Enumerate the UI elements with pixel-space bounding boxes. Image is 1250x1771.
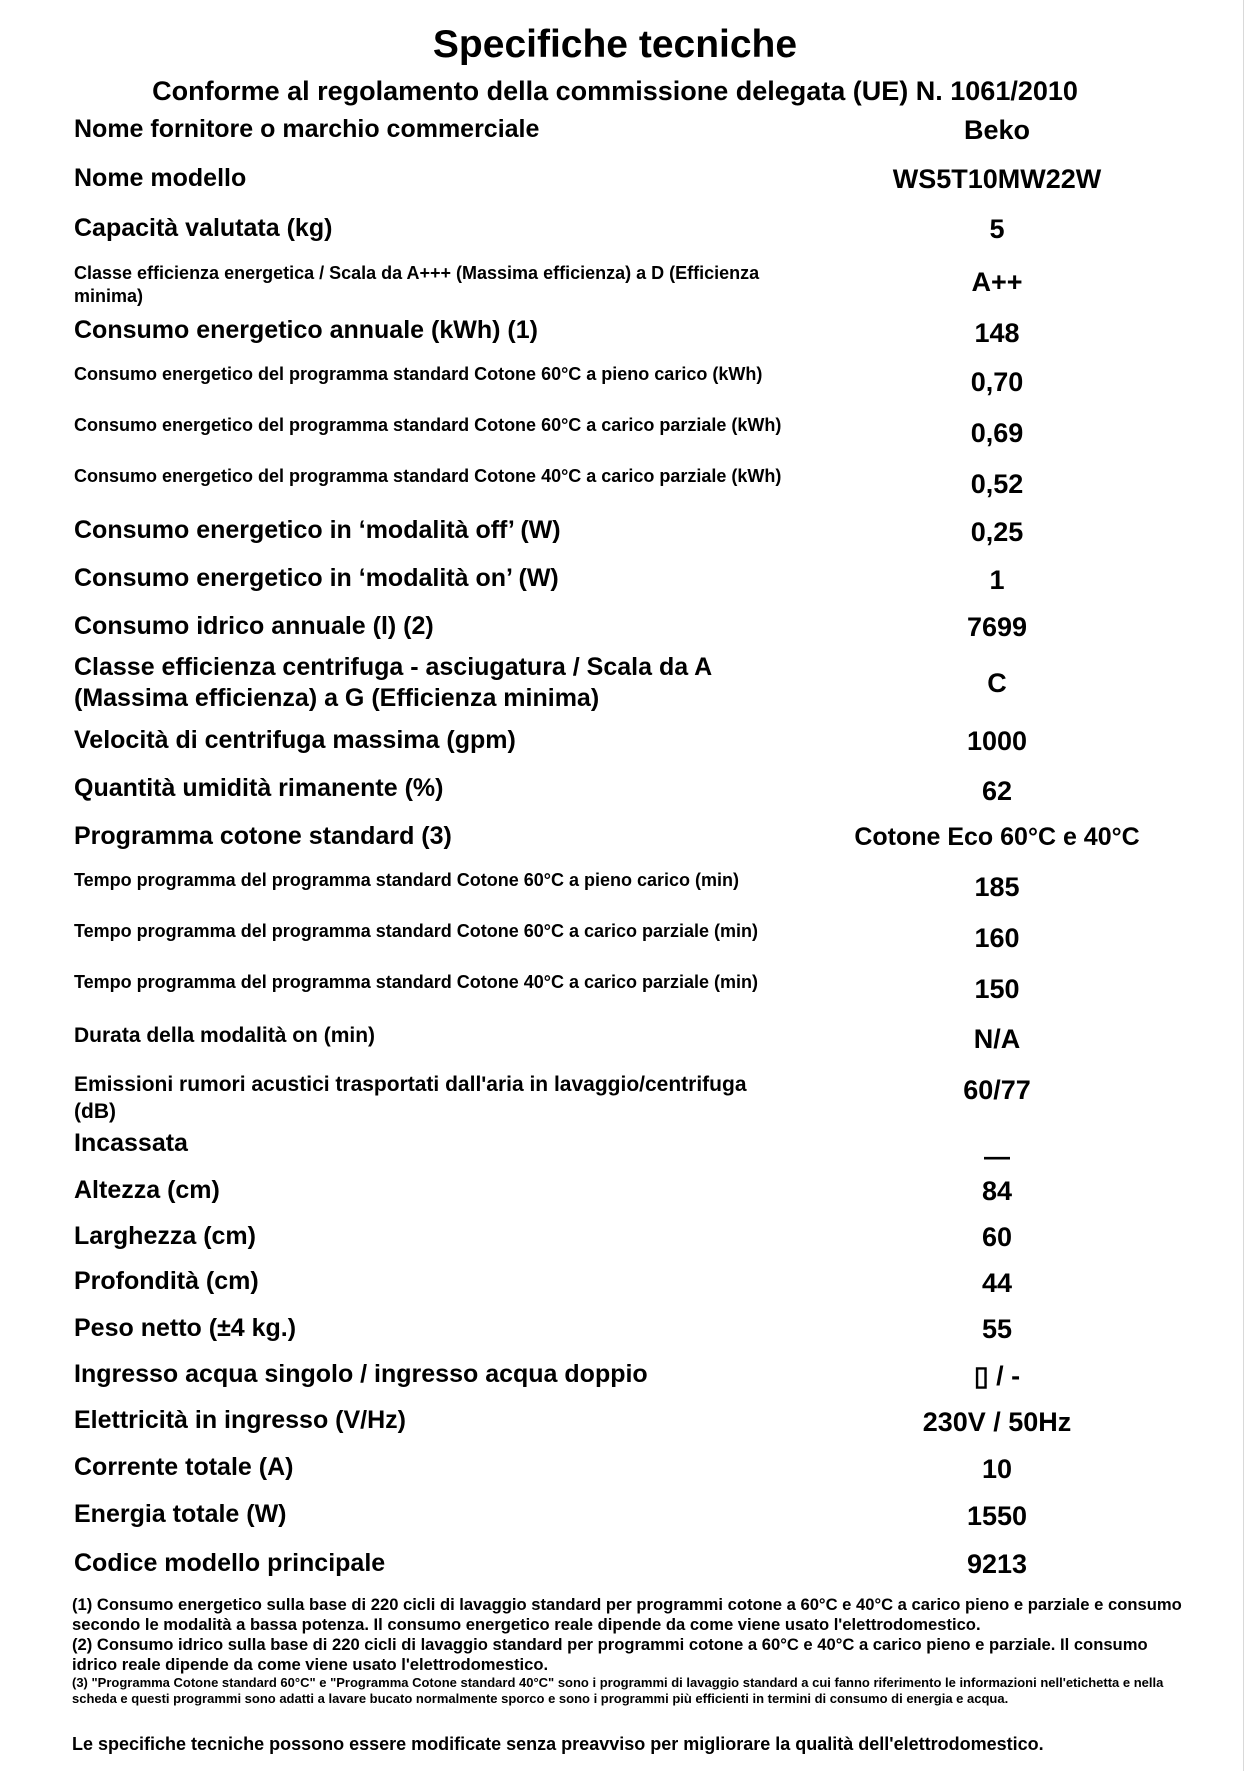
spec-value: 0,25 bbox=[970, 517, 1024, 547]
spec-value: ▯ / - bbox=[973, 1361, 1021, 1391]
spec-value: 10 bbox=[981, 1454, 1013, 1484]
spec-value: C bbox=[987, 668, 1007, 698]
spec-label: Programma cotone standard (3) bbox=[74, 822, 452, 850]
spec-value: N/A bbox=[973, 1024, 1021, 1054]
spec-label: Consumo energetico in ‘modalità on’ (W) bbox=[74, 564, 559, 592]
spec-label: Energia totale (W) bbox=[74, 1500, 287, 1528]
page-subtitle: Conforme al regolamento della commissione delegata (UE) N. 1061/2010 bbox=[152, 76, 1078, 106]
spec-label: Consumo energetico del programma standard Cotone 60°C a pieno carico (kWh) bbox=[74, 364, 763, 384]
spec-label: Capacità valutata (kg) bbox=[74, 214, 333, 242]
spec-value: 5 bbox=[989, 214, 1005, 244]
spec-value: Beko bbox=[963, 115, 1031, 145]
spec-label: Tempo programma del programma standard Cotone 60°C a carico parziale (min) bbox=[74, 921, 759, 941]
spec-value: 0,52 bbox=[970, 469, 1024, 499]
spec-label: Incassata bbox=[74, 1129, 188, 1157]
page-title: Specifiche tecniche bbox=[432, 23, 798, 66]
spec-value: 1 bbox=[989, 565, 1005, 595]
spec-label: Larghezza (cm) bbox=[74, 1222, 256, 1250]
spec-value: 7699 bbox=[966, 612, 1028, 642]
spec-label: Classe efficienza energetica / Scala da A+++ (Massima efficienza) a D (Efficienza minima) bbox=[74, 263, 760, 306]
spec-label: Peso netto (±4 kg.) bbox=[74, 1314, 297, 1342]
spec-value: 84 bbox=[981, 1176, 1013, 1206]
spec-value: Cotone Eco 60°C e 40°C bbox=[854, 823, 1140, 851]
footnotes bbox=[72, 1595, 1182, 1707]
page-edge bbox=[1243, 0, 1244, 1771]
spec-value: 1550 bbox=[966, 1501, 1028, 1531]
spec-label: Profondità (cm) bbox=[74, 1267, 259, 1295]
spec-label: Consumo energetico del programma standard Cotone 60°C a carico parziale (kWh) bbox=[74, 415, 782, 435]
spec-label: Classe efficienza centrifuga - asciugatura / Scala da A (Massima efficienza) a G (Efficienza minima) bbox=[74, 653, 712, 712]
footnote-2: (2) Consumo idrico sulla base di 220 cicli di lavaggio standard per programmi cotone a 60°C e 40°C a carico pieno e parziale. Il consumo idrico reale dipende da come viene usato l'elettrodomestico. bbox=[72, 1635, 1148, 1674]
footnote-3: (3) "Programma Cotone standard 60°C" e "Programma Cotone standard 40°C" sono i programmi di lavaggio standard a cui fanno riferimento le informazioni nell'etichetta e nella scheda e questi programmi sono adatti a lavare bucato normalmente sporco e sono i programmi più efficienti in termini di consumo di energia e acqua. bbox=[72, 1675, 1164, 1706]
spec-label: Ingresso acqua singolo / ingresso acqua doppio bbox=[74, 1360, 648, 1388]
spec-label: Corrente totale (A) bbox=[74, 1453, 294, 1481]
footnote-1: (1) Consumo energetico sulla base di 220 cicli di lavaggio standard per programmi cotone a 60°C e 40°C a carico pieno e parziale e consumo secondo le modalità a bassa potenza. Il consumo energetico reale dipende da come viene usato l'elettrodomestico. bbox=[72, 1595, 1182, 1634]
spec-value: 55 bbox=[981, 1314, 1013, 1344]
spec-label: Consumo energetico annuale (kWh) (1) bbox=[74, 316, 538, 344]
spec-label: Nome modello bbox=[74, 164, 247, 192]
spec-value: 185 bbox=[974, 872, 1020, 902]
spec-value: 160 bbox=[974, 923, 1020, 953]
spec-label: Consumo energetico in ‘modalità off’ (W) bbox=[74, 516, 561, 544]
spec-label: Consumo idrico annuale (l) (2) bbox=[74, 612, 434, 640]
disclaimer: Le specifiche tecniche possono essere modificate senza preavviso per migliorare la qualità dell'elettrodomestico. bbox=[72, 1734, 1044, 1754]
spec-value: 60 bbox=[981, 1222, 1013, 1252]
spec-value: — bbox=[984, 1141, 1010, 1171]
spec-value: 62 bbox=[981, 776, 1013, 806]
spec-label: Nome fornitore o marchio commerciale bbox=[74, 115, 540, 143]
spec-label: Tempo programma del programma standard Cotone 60°C a pieno carico (min) bbox=[74, 870, 739, 890]
spec-value: A++ bbox=[971, 267, 1023, 297]
spec-value: 148 bbox=[974, 318, 1020, 348]
spec-label: Quantità umidità rimanente (%) bbox=[74, 774, 444, 802]
spec-value: 150 bbox=[974, 974, 1020, 1004]
spec-label: Codice modello principale bbox=[74, 1549, 386, 1577]
spec-value: 9213 bbox=[966, 1549, 1028, 1579]
spec-label: Durata della modalità on (min) bbox=[74, 1024, 376, 1047]
spec-label: Consumo energetico del programma standard Cotone 40°C a carico parziale (kWh) bbox=[74, 466, 782, 486]
spec-label: Elettricità in ingresso (V/Hz) bbox=[74, 1406, 407, 1434]
spec-value: 60/77 bbox=[963, 1075, 1031, 1105]
spec-value: 44 bbox=[981, 1268, 1013, 1298]
spec-label: Emissioni rumori acustici trasportati dall'aria in lavaggio/centrifuga (dB) bbox=[74, 1073, 747, 1123]
spec-value: 1000 bbox=[966, 726, 1028, 756]
spec-value: 0,69 bbox=[970, 418, 1024, 448]
spec-label: Tempo programma del programma standard Cotone 40°C a carico parziale (min) bbox=[74, 972, 759, 992]
spec-value: WS5T10MW22W bbox=[892, 164, 1102, 194]
spec-value: 230V / 50Hz bbox=[922, 1407, 1072, 1437]
spec-value: 0,70 bbox=[970, 367, 1024, 397]
spec-label: Velocità di centrifuga massima (gpm) bbox=[74, 726, 516, 754]
spec-label: Altezza (cm) bbox=[74, 1176, 220, 1204]
